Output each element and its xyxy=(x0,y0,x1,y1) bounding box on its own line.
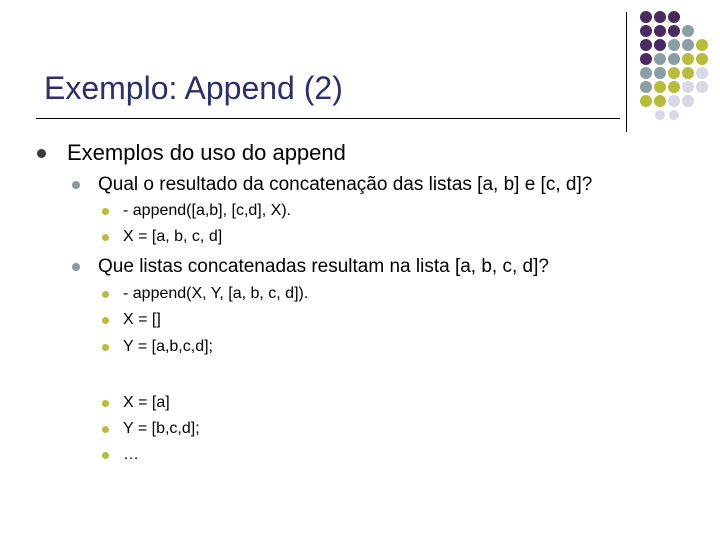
bullet-text: … xyxy=(123,446,139,463)
title-divider xyxy=(36,118,620,119)
decor-dot xyxy=(668,81,680,93)
decor-dot xyxy=(682,25,694,37)
decor-dot xyxy=(682,39,694,51)
decor-dot xyxy=(640,81,652,93)
bullet-item xyxy=(102,200,291,222)
decor-dot xyxy=(696,39,708,51)
bullet-item xyxy=(102,392,170,414)
decor-dot xyxy=(696,53,708,65)
bullet-text: X = [a, b, c, d] xyxy=(123,228,223,245)
bullet-item xyxy=(102,309,161,331)
bullet-item xyxy=(102,444,139,466)
decor-dot xyxy=(654,81,666,93)
decorative-dot-grid xyxy=(636,10,720,120)
bullet-dot-icon xyxy=(102,234,109,241)
decor-dot xyxy=(655,110,665,120)
decor-dot xyxy=(654,67,666,79)
decor-dot xyxy=(654,25,666,37)
bullet-text: Y = [b,c,d]; xyxy=(123,420,200,437)
bullet-item xyxy=(102,283,308,305)
bullet-text: X = [] xyxy=(123,311,161,328)
bullet-text: - append(X, Y, [a, b, c, d]). xyxy=(123,285,309,302)
bullet-item xyxy=(37,139,346,167)
bullet-text: - append([a,b], [c,d], X). xyxy=(123,202,292,219)
bullet-dot-icon xyxy=(72,263,80,271)
decor-dot xyxy=(640,39,652,51)
corner-divider xyxy=(626,12,627,132)
bullet-item xyxy=(102,336,213,358)
bullet-item xyxy=(102,226,222,248)
slide-title: Exemplo: Append (2) xyxy=(44,70,343,106)
bullet-text: X = [a] xyxy=(123,394,170,411)
decor-dot xyxy=(668,95,680,107)
bullet-item xyxy=(72,255,549,279)
bullet-item xyxy=(102,418,200,440)
decor-dot xyxy=(696,81,708,93)
decor-dot xyxy=(668,53,680,65)
decor-dot xyxy=(640,11,652,23)
decor-dot xyxy=(682,81,694,93)
decor-dot xyxy=(682,53,694,65)
decor-dot xyxy=(682,95,694,107)
decor-dot xyxy=(682,67,694,79)
bullet-dot-icon xyxy=(102,344,109,351)
decor-dot xyxy=(696,67,708,79)
bullet-text: Y = [a,b,c,d]; xyxy=(123,338,213,355)
bullet-text: Exemplos do uso do append xyxy=(67,140,346,165)
bullet-dot-icon xyxy=(102,291,109,298)
bullet-dot-icon xyxy=(102,400,109,407)
bullet-dot-icon xyxy=(102,317,109,324)
decor-dot xyxy=(640,67,652,79)
bullet-text: Qual o resultado da concatenação das listas [a, b] e [c, d]? xyxy=(98,174,593,195)
bullet-text: Que listas concatenadas resultam na lista [a, b, c, d]? xyxy=(98,256,549,277)
bullet-dot-icon xyxy=(102,426,109,433)
decor-dot xyxy=(668,11,680,23)
decor-dot xyxy=(668,25,680,37)
decor-dot xyxy=(654,95,666,107)
decor-dot xyxy=(640,95,652,107)
bullet-dot-icon xyxy=(102,208,109,215)
decor-dot xyxy=(669,110,679,120)
bullet-dot-icon xyxy=(72,181,80,189)
decor-dot xyxy=(654,11,666,23)
bullet-dot-icon xyxy=(37,149,46,158)
bullet-dot-icon xyxy=(102,452,109,459)
decor-dot xyxy=(640,53,652,65)
decor-dot xyxy=(640,25,652,37)
decor-dot xyxy=(654,39,666,51)
bullet-item xyxy=(72,173,592,197)
decor-dot xyxy=(668,67,680,79)
decor-dot xyxy=(668,39,680,51)
decor-dot xyxy=(654,53,666,65)
